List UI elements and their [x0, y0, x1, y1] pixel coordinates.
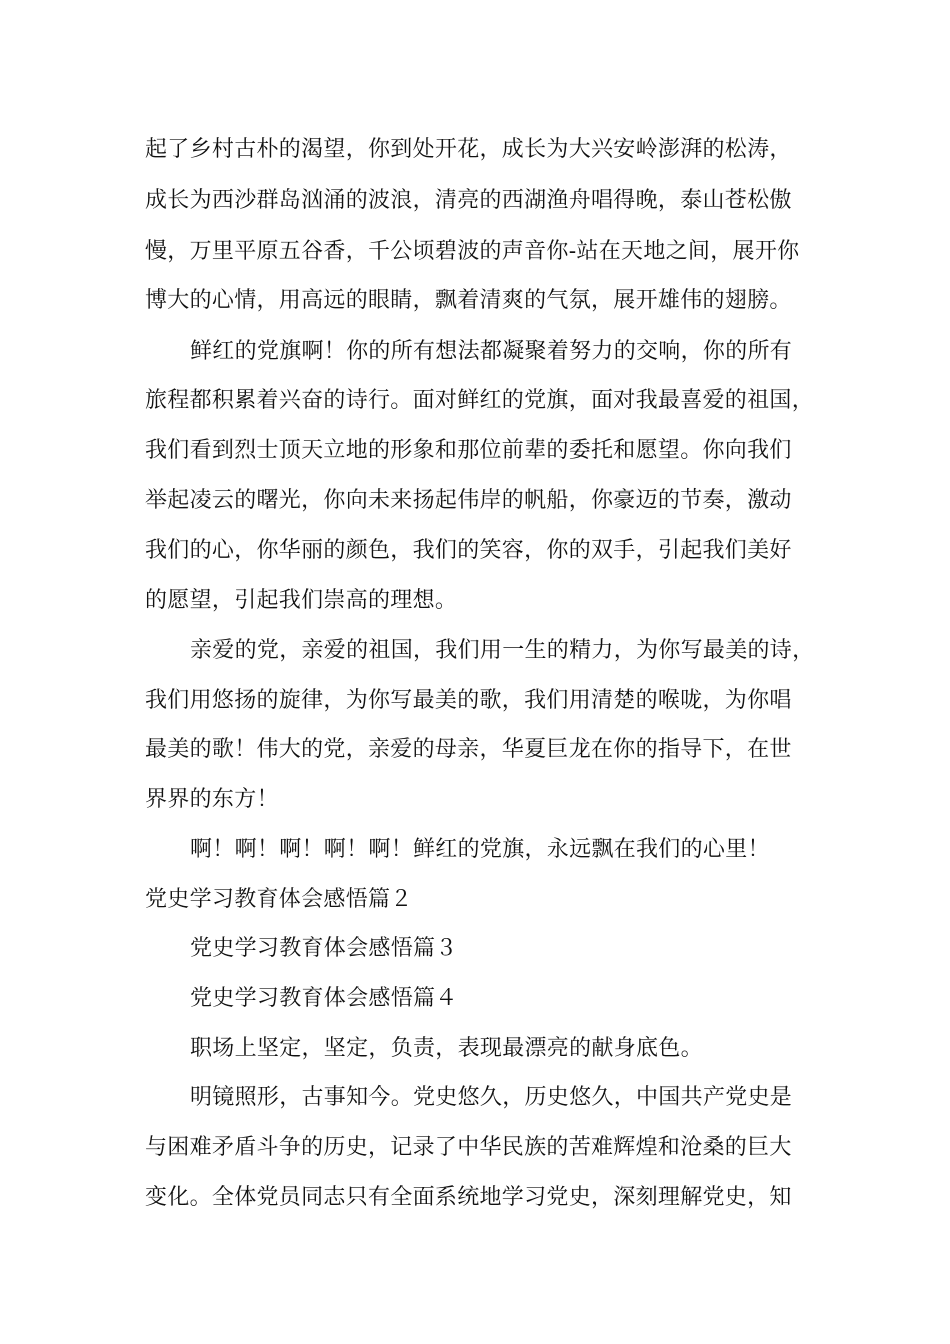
- text-line: 起了乡村古朴的渴望，你到处开花，成长为大兴安岭澎湃的松涛，: [145, 137, 792, 162]
- section-heading: 党史学习教育体会感悟篇２: [145, 887, 413, 912]
- text-line: 与困难矛盾斗争的历史，记录了中华民族的苦难辉煌和沧桑的巨大: [145, 1135, 792, 1160]
- text-line: 明镜照形，古事知今。党史悠久，历史悠久，中国共产党史是: [190, 1085, 793, 1110]
- section-heading: 党史学习教育体会感悟篇３: [190, 936, 458, 961]
- text-line: 我们看到烈士顶天立地的形象和那位前辈的委托和愿望。你向我们: [145, 438, 792, 463]
- text-line: 变化。全体党员同志只有全面系统地学习党史，深刻理解党史，知: [145, 1185, 792, 1210]
- text-line: 我们的心，你华丽的颜色，我们的笑容，你的双手，引起我们美好: [145, 538, 792, 563]
- text-line: 我们用悠扬的旋律，为你写最美的歌，我们用清楚的喉咙，为你唱: [145, 688, 792, 713]
- text-line: 成长为西沙群岛汹涌的波浪，清亮的西湖渔舟唱得晚，泰山苍松傲: [145, 188, 792, 213]
- text-line: 界界的东方！: [145, 787, 279, 812]
- text-line: 举起凌云的曙光，你向未来扬起伟岸的帆船，你豪迈的节奏，激动: [145, 488, 792, 513]
- text-line: 亲爱的党，亲爱的祖国，我们用一生的精力，为你写最美的诗，: [190, 638, 815, 663]
- text-line: 啊！啊！啊！啊！啊！鲜红的党旗，永远飘在我们的心里！: [190, 837, 770, 862]
- text-line: 博大的心情，用高远的眼睛，飘着清爽的气氛，展开雄伟的翅膀。: [145, 288, 792, 313]
- text-line: 旅程都积累着兴奋的诗行。面对鲜红的党旗，面对我最喜爱的祖国，: [145, 388, 815, 413]
- text-line: 慢，万里平原五谷香，千公顷碧波的声音你-站在天地之间，展开你: [145, 239, 800, 264]
- text-line: 最美的歌！伟大的党，亲爱的母亲，华夏巨龙在你的指导下，在世: [145, 737, 792, 762]
- text-line: 鲜红的党旗啊！你的所有想法都凝聚着努力的交响，你的所有: [190, 339, 793, 364]
- text-line: 的愿望，引起我们崇高的理想。: [145, 588, 458, 613]
- section-heading: 党史学习教育体会感悟篇４: [190, 986, 458, 1011]
- text-line: 职场上坚定，坚定，负责，表现最漂亮的献身底色。: [190, 1036, 703, 1061]
